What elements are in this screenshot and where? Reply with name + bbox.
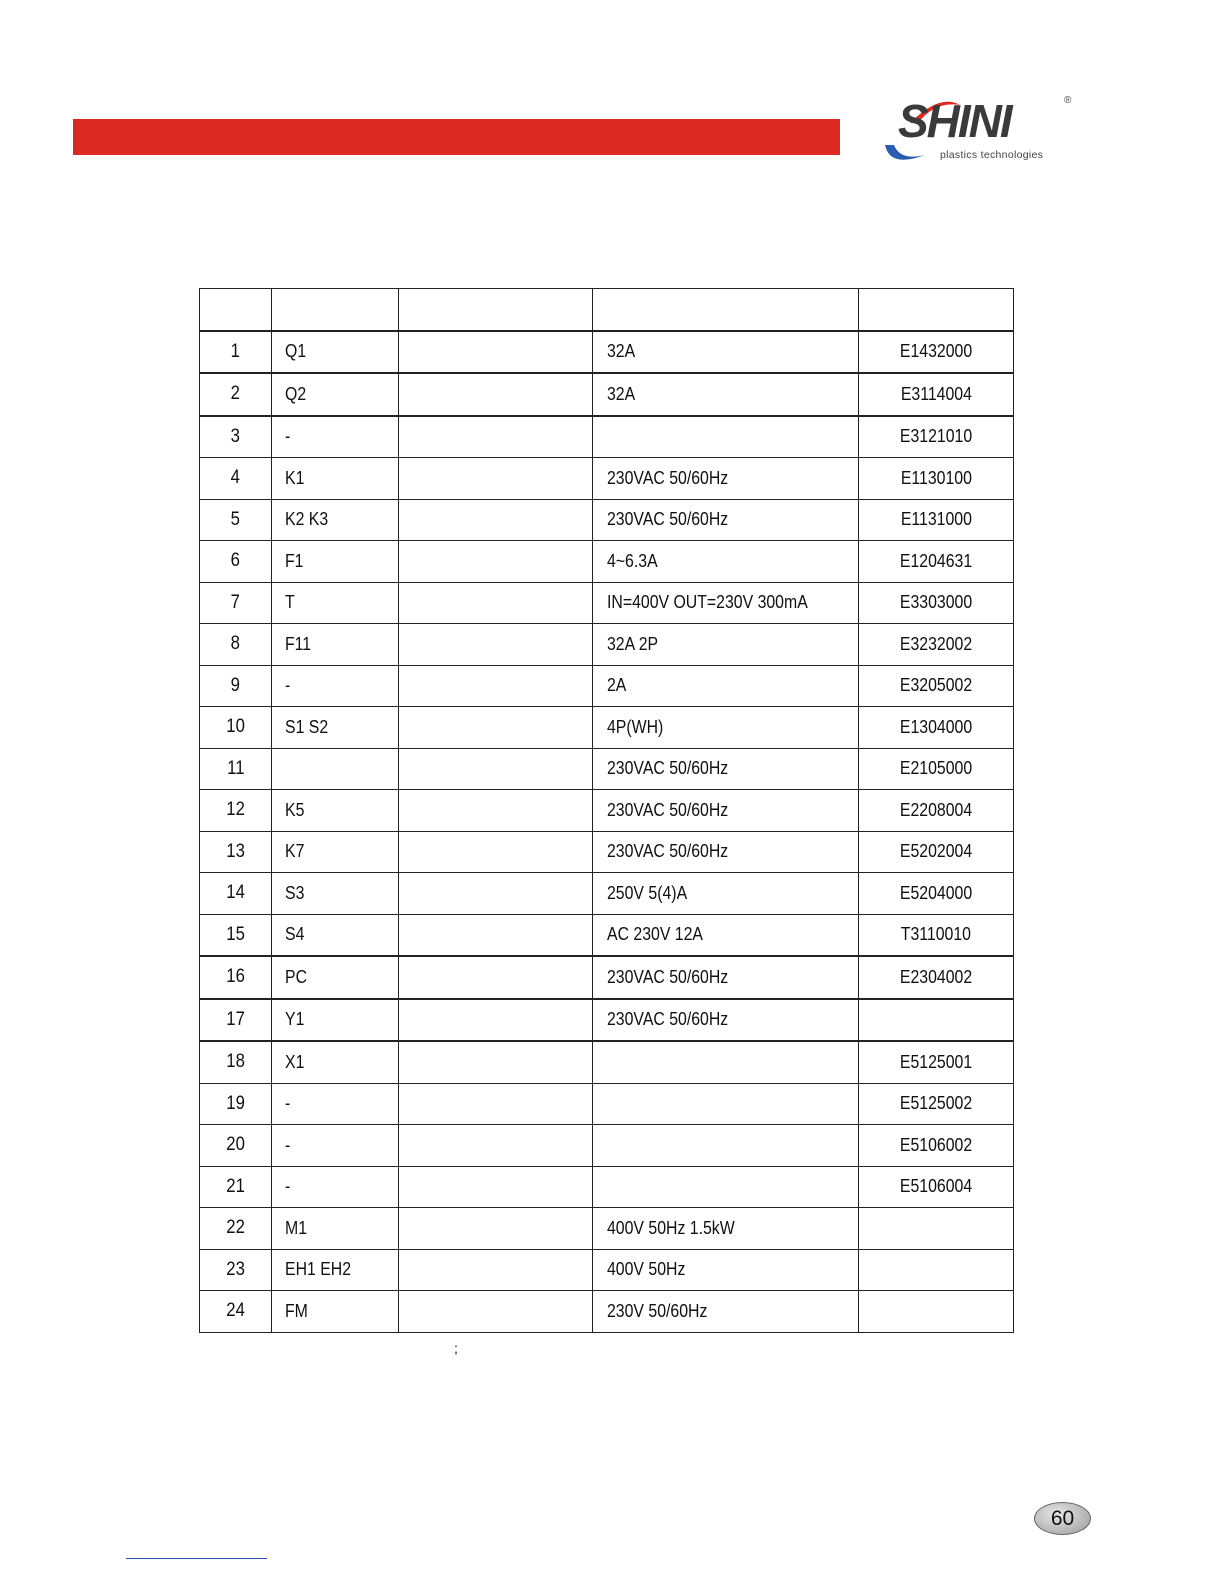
component-name-cell bbox=[399, 831, 593, 873]
component-name-cell bbox=[399, 1041, 593, 1083]
part-number-cell bbox=[859, 707, 1014, 749]
header-spec bbox=[593, 289, 859, 331]
specification-cell bbox=[593, 748, 859, 790]
component-code-cell bbox=[272, 624, 399, 666]
part-number-cell bbox=[859, 956, 1014, 999]
part-number-cell bbox=[859, 1125, 1014, 1167]
component-name-cell bbox=[399, 790, 593, 832]
component-name-cell bbox=[399, 582, 593, 624]
specification-cell bbox=[593, 624, 859, 666]
row-number-cell bbox=[200, 914, 272, 956]
table-row bbox=[200, 1249, 1014, 1291]
row-number: 20 bbox=[226, 1134, 245, 1156]
row-number: 2 bbox=[230, 383, 241, 405]
header-name bbox=[399, 289, 593, 331]
specification: IN=400V OUT=230V 300mA bbox=[607, 592, 808, 613]
part-number: E5202004 bbox=[899, 841, 973, 862]
row-number: 8 bbox=[230, 633, 241, 655]
row-number: 6 bbox=[230, 550, 241, 572]
row-number: 4 bbox=[230, 467, 241, 489]
row-number-cell bbox=[200, 624, 272, 666]
table-row bbox=[200, 541, 1014, 583]
specification: 230VAC 50/60Hz bbox=[607, 758, 729, 779]
part-number: E1204631 bbox=[899, 550, 973, 571]
part-number-cell bbox=[859, 499, 1014, 541]
part-number-cell bbox=[859, 1208, 1014, 1250]
row-number: 12 bbox=[226, 799, 245, 821]
part-number-cell bbox=[859, 458, 1014, 500]
part-number-cell bbox=[859, 999, 1014, 1042]
part-number-cell bbox=[859, 665, 1014, 707]
component-code: T bbox=[285, 592, 295, 613]
component-code-cell bbox=[272, 999, 399, 1042]
row-number-cell bbox=[200, 416, 272, 458]
specification: 32A 2P bbox=[607, 633, 659, 654]
specification: 400V 50Hz 1.5kW bbox=[607, 1217, 735, 1238]
table-row bbox=[200, 831, 1014, 873]
table-row bbox=[200, 914, 1014, 956]
specification-cell bbox=[593, 331, 859, 374]
component-code: Q2 bbox=[285, 383, 307, 404]
component-name-cell bbox=[399, 873, 593, 915]
specification-cell bbox=[593, 999, 859, 1042]
part-number: E3303000 bbox=[899, 592, 973, 613]
component-code-cell bbox=[272, 1041, 399, 1083]
row-number: 17 bbox=[226, 1008, 245, 1030]
component-code-cell bbox=[272, 331, 399, 374]
table-header-row bbox=[200, 289, 1014, 331]
component-code: F11 bbox=[285, 633, 312, 654]
part-number-cell bbox=[859, 914, 1014, 956]
specification: 4~6.3A bbox=[607, 550, 658, 571]
table-row bbox=[200, 999, 1014, 1042]
component-code: K2 K3 bbox=[285, 509, 329, 530]
component-code: - bbox=[285, 1093, 291, 1114]
component-code-cell bbox=[272, 1291, 399, 1333]
part-number: E1130100 bbox=[900, 467, 972, 488]
component-code-cell bbox=[272, 458, 399, 500]
logo-subtitle: plastics technologies bbox=[940, 149, 1044, 161]
component-name-cell bbox=[399, 331, 593, 374]
component-name-cell bbox=[399, 1249, 593, 1291]
row-number: 14 bbox=[226, 882, 245, 904]
table-row bbox=[200, 707, 1014, 749]
component-code: F1 bbox=[285, 550, 304, 571]
component-name-cell bbox=[399, 458, 593, 500]
logo-wordmark: SHINI bbox=[898, 95, 1011, 147]
component-code: EH1 EH2 bbox=[285, 1259, 352, 1280]
row-number-cell bbox=[200, 499, 272, 541]
row-number-cell bbox=[200, 582, 272, 624]
component-code: - bbox=[285, 1134, 291, 1155]
table-row bbox=[200, 458, 1014, 500]
table-row bbox=[200, 624, 1014, 666]
component-code: - bbox=[285, 426, 291, 447]
row-number-cell bbox=[200, 458, 272, 500]
specification-cell bbox=[593, 831, 859, 873]
component-name-cell bbox=[399, 1208, 593, 1250]
part-number-cell bbox=[859, 582, 1014, 624]
row-number: 10 bbox=[226, 716, 245, 738]
row-number: 22 bbox=[226, 1217, 245, 1239]
part-number: E5106002 bbox=[899, 1134, 973, 1155]
specification-cell bbox=[593, 458, 859, 500]
component-name-cell bbox=[399, 624, 593, 666]
footnote: ; bbox=[454, 1340, 458, 1356]
specification-cell bbox=[593, 1083, 859, 1125]
component-code: - bbox=[285, 675, 291, 696]
row-number-cell bbox=[200, 1291, 272, 1333]
part-number: E3121010 bbox=[899, 426, 973, 447]
component-code: K5 bbox=[285, 799, 305, 820]
row-number-cell bbox=[200, 1083, 272, 1125]
row-number-cell bbox=[200, 1125, 272, 1167]
row-number-cell bbox=[200, 790, 272, 832]
specification-cell bbox=[593, 1249, 859, 1291]
part-number-cell bbox=[859, 1166, 1014, 1208]
table-row bbox=[200, 1083, 1014, 1125]
row-number-cell bbox=[200, 1041, 272, 1083]
table-row bbox=[200, 416, 1014, 458]
component-name-cell bbox=[399, 1083, 593, 1125]
table-row bbox=[200, 790, 1014, 832]
row-number: 11 bbox=[226, 757, 245, 779]
specification: 32A bbox=[607, 341, 636, 362]
part-number-cell bbox=[859, 541, 1014, 583]
table-row bbox=[200, 956, 1014, 999]
component-name-cell bbox=[399, 999, 593, 1042]
specification-cell bbox=[593, 499, 859, 541]
component-code-cell bbox=[272, 541, 399, 583]
specification: 230VAC 50/60Hz bbox=[607, 799, 729, 820]
component-code: Y1 bbox=[285, 1009, 305, 1030]
component-name-cell bbox=[399, 373, 593, 416]
component-code: K1 bbox=[285, 467, 305, 488]
part-number: E2105000 bbox=[899, 758, 973, 779]
row-number-cell bbox=[200, 956, 272, 999]
table-row bbox=[200, 1166, 1014, 1208]
row-number-cell bbox=[200, 999, 272, 1042]
component-code-cell bbox=[272, 1208, 399, 1250]
registered-mark: ® bbox=[1064, 95, 1072, 106]
specification-cell bbox=[593, 790, 859, 832]
specification: AC 230V 12A bbox=[607, 924, 703, 945]
component-name-cell bbox=[399, 956, 593, 999]
row-number-cell bbox=[200, 873, 272, 915]
component-code: S3 bbox=[285, 882, 305, 903]
header-red-bar bbox=[73, 119, 840, 155]
part-number-cell bbox=[859, 873, 1014, 915]
part-number: E3205002 bbox=[899, 675, 973, 696]
specification-cell bbox=[593, 1166, 859, 1208]
row-number: 24 bbox=[226, 1300, 245, 1322]
part-number-cell bbox=[859, 831, 1014, 873]
row-number-cell bbox=[200, 541, 272, 583]
table-row bbox=[200, 1208, 1014, 1250]
specification: 4P(WH) bbox=[607, 716, 664, 737]
row-number-cell bbox=[200, 707, 272, 749]
part-number: E5125001 bbox=[899, 1051, 973, 1072]
table-row bbox=[200, 748, 1014, 790]
component-code-cell bbox=[272, 914, 399, 956]
page-number: 60 bbox=[1034, 1502, 1091, 1535]
row-number: 7 bbox=[230, 591, 241, 613]
table-row bbox=[200, 582, 1014, 624]
parts-table bbox=[199, 288, 1014, 1333]
component-name-cell bbox=[399, 541, 593, 583]
row-number-cell bbox=[200, 665, 272, 707]
part-number-cell bbox=[859, 1249, 1014, 1291]
specification-cell bbox=[593, 707, 859, 749]
header-no bbox=[200, 289, 272, 331]
row-number-cell bbox=[200, 831, 272, 873]
component-name-cell bbox=[399, 665, 593, 707]
specification-cell bbox=[593, 373, 859, 416]
component-code-cell bbox=[272, 416, 399, 458]
row-number: 9 bbox=[230, 674, 241, 696]
row-number: 18 bbox=[226, 1051, 245, 1073]
header-part-no bbox=[859, 289, 1014, 331]
row-number: 1 bbox=[230, 340, 241, 362]
table-row bbox=[200, 499, 1014, 541]
component-name-cell bbox=[399, 1125, 593, 1167]
part-number-cell bbox=[859, 1083, 1014, 1125]
specification-cell bbox=[593, 956, 859, 999]
component-code-cell bbox=[272, 956, 399, 999]
row-number-cell bbox=[200, 331, 272, 374]
specification: 230VAC 50/60Hz bbox=[607, 467, 729, 488]
specification-cell bbox=[593, 1125, 859, 1167]
table-row bbox=[200, 1291, 1014, 1333]
row-number: 23 bbox=[226, 1258, 245, 1280]
part-number: E3114004 bbox=[900, 383, 972, 404]
component-code: M1 bbox=[285, 1217, 308, 1238]
row-number-cell bbox=[200, 748, 272, 790]
component-code: X1 bbox=[285, 1051, 305, 1072]
component-code-cell bbox=[272, 1249, 399, 1291]
component-name-cell bbox=[399, 707, 593, 749]
specification-cell bbox=[593, 1041, 859, 1083]
table-row bbox=[200, 1125, 1014, 1167]
part-number-cell bbox=[859, 624, 1014, 666]
component-code-cell bbox=[272, 873, 399, 915]
component-name-cell bbox=[399, 1291, 593, 1333]
part-number: T3110010 bbox=[900, 924, 972, 945]
part-number-cell bbox=[859, 416, 1014, 458]
specification: 230V 50/60Hz bbox=[607, 1300, 708, 1321]
row-number: 21 bbox=[226, 1175, 245, 1197]
part-number: E5125002 bbox=[899, 1093, 973, 1114]
part-number: E2208004 bbox=[899, 799, 973, 820]
component-code-cell bbox=[272, 582, 399, 624]
component-code: PC bbox=[285, 966, 308, 987]
row-number: 13 bbox=[226, 840, 245, 862]
part-number: E2304002 bbox=[899, 966, 973, 987]
component-name-cell bbox=[399, 914, 593, 956]
row-number-cell bbox=[200, 1208, 272, 1250]
specification: 230VAC 50/60Hz bbox=[607, 509, 729, 530]
row-number: 19 bbox=[226, 1092, 245, 1114]
component-code-cell bbox=[272, 707, 399, 749]
table-row bbox=[200, 873, 1014, 915]
specification-cell bbox=[593, 665, 859, 707]
component-code-cell bbox=[272, 499, 399, 541]
specification: 230VAC 50/60Hz bbox=[607, 966, 729, 987]
header-code bbox=[272, 289, 399, 331]
row-number: 15 bbox=[226, 923, 245, 945]
component-code: S1 S2 bbox=[285, 716, 329, 737]
part-number-cell bbox=[859, 373, 1014, 416]
shini-logo bbox=[880, 95, 1080, 175]
table-row bbox=[200, 373, 1014, 416]
specification-cell bbox=[593, 873, 859, 915]
part-number: E1131000 bbox=[900, 509, 972, 530]
table-row bbox=[200, 665, 1014, 707]
specification-cell bbox=[593, 914, 859, 956]
part-number: E1432000 bbox=[899, 341, 973, 362]
specification-cell bbox=[593, 1208, 859, 1250]
table-row bbox=[200, 1041, 1014, 1083]
component-name-cell bbox=[399, 499, 593, 541]
component-name-cell bbox=[399, 748, 593, 790]
part-number-cell bbox=[859, 748, 1014, 790]
specification: 230VAC 50/60Hz bbox=[607, 841, 729, 862]
component-code-cell bbox=[272, 1166, 399, 1208]
component-code-cell bbox=[272, 1083, 399, 1125]
row-number: 16 bbox=[226, 966, 245, 988]
part-number-cell bbox=[859, 1041, 1014, 1083]
specification-cell bbox=[593, 541, 859, 583]
component-code: S4 bbox=[285, 924, 305, 945]
component-code-cell bbox=[272, 1125, 399, 1167]
row-number: 5 bbox=[230, 508, 241, 530]
specification: 32A bbox=[607, 383, 636, 404]
specification: 230VAC 50/60Hz bbox=[607, 1009, 729, 1030]
part-number: E1304000 bbox=[899, 716, 973, 737]
component-code: Q1 bbox=[285, 341, 307, 362]
row-number-cell bbox=[200, 1249, 272, 1291]
footer-line bbox=[126, 1558, 267, 1559]
part-number: E3232002 bbox=[899, 633, 973, 654]
part-number: E5204000 bbox=[899, 882, 973, 903]
part-number-cell bbox=[859, 331, 1014, 374]
component-code-cell bbox=[272, 831, 399, 873]
specification-cell bbox=[593, 582, 859, 624]
row-number: 3 bbox=[230, 425, 241, 447]
table-row bbox=[200, 331, 1014, 374]
component-code: FM bbox=[285, 1300, 308, 1321]
specification: 400V 50Hz bbox=[607, 1259, 686, 1280]
component-name-cell bbox=[399, 1166, 593, 1208]
component-code-cell bbox=[272, 665, 399, 707]
specification: 2A bbox=[607, 675, 627, 696]
component-code: K7 bbox=[285, 841, 305, 862]
component-name-cell bbox=[399, 416, 593, 458]
component-code-cell bbox=[272, 790, 399, 832]
row-number-cell bbox=[200, 373, 272, 416]
part-number-cell bbox=[859, 1291, 1014, 1333]
specification: 250V 5(4)A bbox=[607, 882, 688, 903]
component-code: - bbox=[285, 1176, 291, 1197]
part-number-cell bbox=[859, 790, 1014, 832]
specification-cell bbox=[593, 416, 859, 458]
component-code-cell bbox=[272, 748, 399, 790]
row-number-cell bbox=[200, 1166, 272, 1208]
specification-cell bbox=[593, 1291, 859, 1333]
component-code-cell bbox=[272, 373, 399, 416]
part-number: E5106004 bbox=[899, 1176, 973, 1197]
